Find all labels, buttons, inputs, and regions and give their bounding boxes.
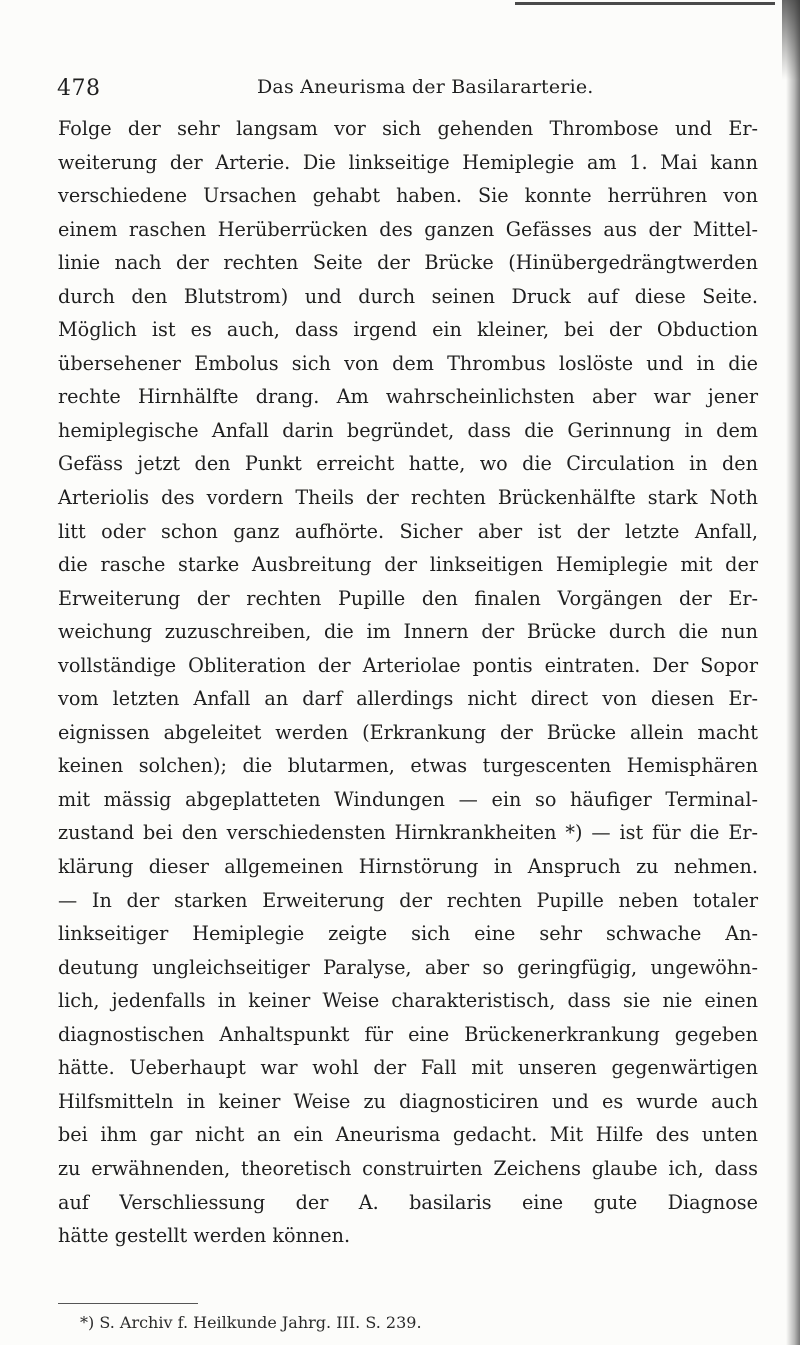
top-edge-rule (515, 2, 775, 5)
text-line: litt oder schon ganz aufhörte. Sicher aber ist der letzte Anfall, (58, 519, 758, 543)
text-line: vollständige Obliteration der Arteriolae pontis eintraten. Der Sopor (58, 653, 758, 677)
page-number: 478 (57, 76, 101, 101)
text-line: hätte gestellt werden können. (58, 1224, 351, 1248)
text-line: zu erwähnenden, theoretisch construirten Zeichens glaube ich, dass (58, 1156, 758, 1180)
text-line: hätte. Ueberhaupt war wohl der Fall mit unseren gegenwärtigen (58, 1056, 758, 1080)
text-line: klärung dieser allgemeinen Hirnstörung in Anspruch zu nehmen. (58, 855, 758, 879)
text-line: rechte Hirnhälfte drang. Am wahrscheinlichsten aber war jener (58, 385, 758, 409)
running-title: Das Aneurisma der Basilararterie. (257, 76, 594, 98)
text-line: bei ihm gar nicht an ein Aneurisma gedacht. Mit Hilfe des unten (58, 1123, 758, 1147)
text-line: hemiplegische Anfall darin begründet, dass die Gerinnung in dem (58, 418, 758, 442)
text-line: einem raschen Herüberrücken des ganzen Gefässes aus der Mittel- (58, 217, 758, 241)
page-edge-shadow (786, 0, 800, 1345)
text-line: weichung zuzuschreiben, die im Innern der Brücke durch die nun (58, 620, 758, 644)
text-line: zustand bei den verschiedensten Hirnkrankheiten *) — ist für die Er- (58, 821, 758, 845)
text-line: verschiedene Ursachen gehabt haben. Sie konnte herrühren von (58, 184, 758, 208)
text-line: diagnostischen Anhaltspunkt für eine Brückenerkrankung gegeben (58, 1022, 758, 1046)
text-line: eignissen abgeleitet werden (Erkrankung der Brücke allein macht (58, 720, 758, 744)
text-line: Möglich ist es auch, dass irgend ein kleiner, bei der Obduction (58, 318, 758, 342)
text-line: weiterung der Arterie. Die linkseitige Hemiplegie am 1. Mai kann (58, 150, 758, 174)
text-line: linie nach der rechten Seite der Brücke (Hinübergedrängtwerden (58, 251, 758, 275)
text-line: Arteriolis des vordern Theils der rechten Brückenhälfte stark Noth (58, 486, 758, 510)
text-line: übersehener Embolus sich von dem Thrombus loslöste und in die (58, 351, 758, 375)
text-line: auf Verschliessung der A. basilaris eine gute Diagnose (58, 1190, 758, 1214)
text-line: deutung ungleichseitiger Paralyse, aber so geringfügig, ungewöhn- (58, 955, 758, 979)
text-line: keinen solchen); die blutarmen, etwas turgescenten Hemisphären (58, 754, 758, 778)
text-line: die rasche starke Ausbreitung der linkseitigen Hemiplegie mit der (58, 553, 758, 577)
text-line: mit mässig abgeplatteten Windungen — ein so häufiger Terminal- (58, 787, 758, 811)
text-line: linkseitiger Hemiplegie zeigte sich eine sehr schwache An- (58, 922, 758, 946)
text-line: vom letzten Anfall an darf allerdings nicht direct von diesen Er- (58, 687, 758, 711)
text-line: — In der starken Erweiterung der rechten Pupille neben totaler (58, 888, 758, 912)
page-corner-shadow (782, 0, 800, 80)
footnote: *) S. Archiv f. Heilkunde Jahrg. III. S. 239. (80, 1313, 422, 1332)
footnote-rule (58, 1303, 198, 1304)
text-line: Hilfsmitteln in keiner Weise zu diagnosticiren und es wurde auch (58, 1089, 758, 1113)
page-header (57, 76, 757, 108)
text-line: durch den Blutstrom) und durch seinen Druck auf diese Seite. (58, 284, 758, 308)
body-text (58, 112, 758, 1253)
text-line: lich, jedenfalls in keiner Weise charakteristisch, dass sie nie einen (58, 989, 758, 1013)
text-line: Erweiterung der rechten Pupille den finalen Vorgängen der Er- (58, 586, 758, 610)
text-line: Gefäss jetzt den Punkt erreicht hatte, wo die Circulation in den (58, 452, 758, 476)
text-line: Folge der sehr langsam vor sich gehenden Thrombose und Er- (58, 117, 758, 140)
